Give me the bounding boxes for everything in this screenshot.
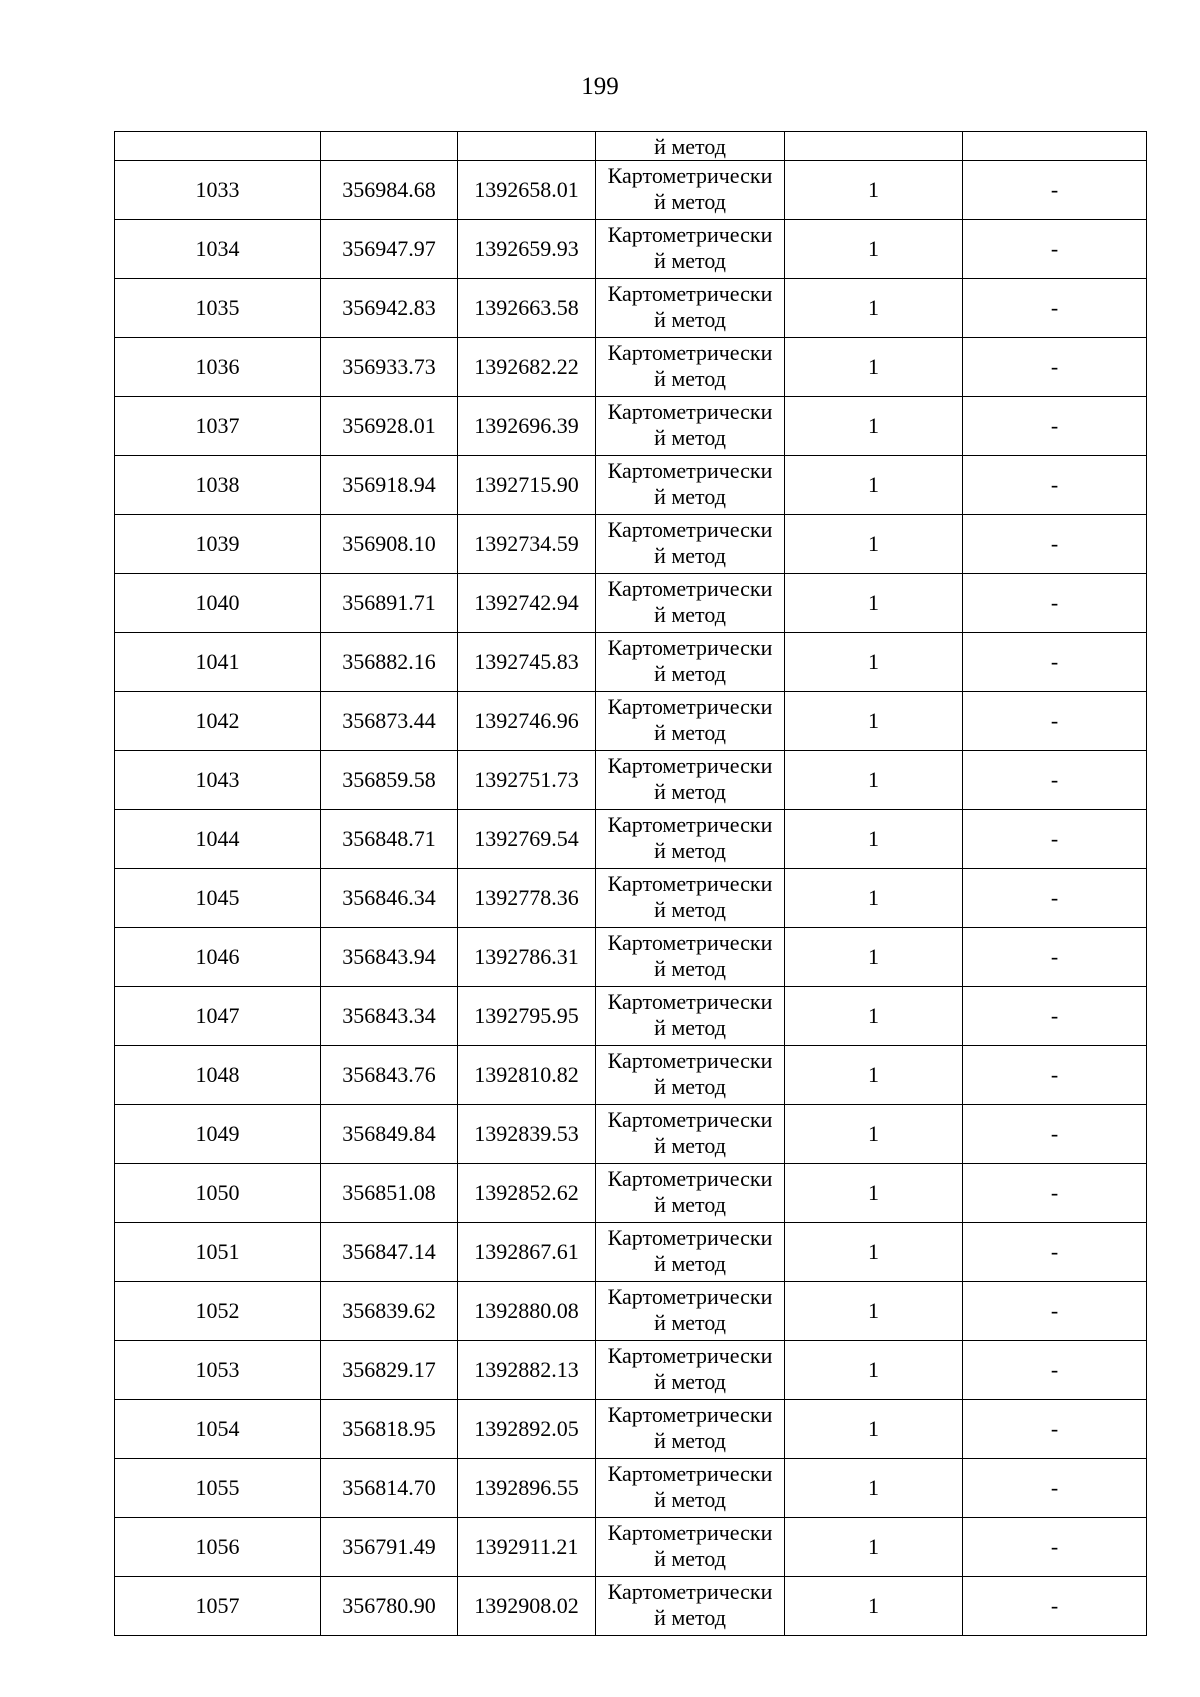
cell-method [596, 928, 785, 987]
cell-note: - [963, 456, 1147, 515]
coordinates-table [114, 131, 1147, 1636]
cell-point: 1035 [115, 279, 321, 338]
cell-note: - [963, 1459, 1147, 1518]
method-line1: Картометрически [607, 694, 773, 719]
cell-accuracy: 1 [785, 1341, 963, 1400]
cell-method [596, 751, 785, 810]
cell-x: 356947.97 [321, 220, 458, 279]
table-row [115, 574, 1147, 633]
method-line1: Картометрически [607, 340, 773, 365]
cell-x [321, 132, 458, 161]
table-row [115, 1459, 1147, 1518]
cell-y: 1392810.82 [458, 1046, 596, 1105]
cell-note: - [963, 515, 1147, 574]
cell-method [596, 279, 785, 338]
cell-accuracy: 1 [785, 1518, 963, 1577]
method-line1: Картометрически [607, 281, 773, 306]
cell-accuracy: 1 [785, 810, 963, 869]
cell-note: - [963, 1223, 1147, 1282]
method-line2: й метод [654, 720, 726, 745]
method-line2: й метод [654, 1546, 726, 1571]
table-row [115, 987, 1147, 1046]
table-row [115, 279, 1147, 338]
cell-point: 1057 [115, 1577, 321, 1636]
cell-point: 1056 [115, 1518, 321, 1577]
cell-note: - [963, 338, 1147, 397]
method-line1: Картометрически [607, 753, 773, 778]
method-line1: Картометрически [607, 1579, 773, 1604]
cell-note: - [963, 1046, 1147, 1105]
cell-point: 1044 [115, 810, 321, 869]
method-line1: Картометрически [607, 635, 773, 660]
cell-y: 1392663.58 [458, 279, 596, 338]
cell-y: 1392778.36 [458, 869, 596, 928]
cell-x: 356843.76 [321, 1046, 458, 1105]
cell-accuracy: 1 [785, 1577, 963, 1636]
method-line1: Картометрически [607, 163, 773, 188]
cell-y: 1392751.73 [458, 751, 596, 810]
cell-method [596, 1282, 785, 1341]
cell-accuracy: 1 [785, 338, 963, 397]
cell-accuracy: 1 [785, 633, 963, 692]
cell-x: 356908.10 [321, 515, 458, 574]
table-row [115, 1046, 1147, 1105]
cell-note: - [963, 928, 1147, 987]
cell-accuracy: 1 [785, 279, 963, 338]
cell-x: 356851.08 [321, 1164, 458, 1223]
cell-x: 356918.94 [321, 456, 458, 515]
cell-y: 1392715.90 [458, 456, 596, 515]
cell-x: 356847.14 [321, 1223, 458, 1282]
cell-point: 1046 [115, 928, 321, 987]
cell-note: - [963, 574, 1147, 633]
cell-note: - [963, 1577, 1147, 1636]
cell-point: 1033 [115, 161, 321, 220]
cell-x: 356843.34 [321, 987, 458, 1046]
method-line2: й метод [654, 134, 726, 159]
cell-x: 356829.17 [321, 1341, 458, 1400]
cell-method [596, 456, 785, 515]
cell-y: 1392658.01 [458, 161, 596, 220]
cell-note: - [963, 1341, 1147, 1400]
table-row [115, 515, 1147, 574]
cell-point: 1048 [115, 1046, 321, 1105]
cell-point: 1041 [115, 633, 321, 692]
table-row [115, 1105, 1147, 1164]
method-line1: Картометрически [607, 1343, 773, 1368]
cell-method [596, 987, 785, 1046]
cell-accuracy: 1 [785, 692, 963, 751]
method-line2: й метод [654, 1487, 726, 1512]
method-line2: й метод [654, 956, 726, 981]
cell-x: 356873.44 [321, 692, 458, 751]
cell-accuracy [785, 132, 963, 161]
method-line1: Картометрически [607, 458, 773, 483]
cell-method [596, 810, 785, 869]
cell-point: 1045 [115, 869, 321, 928]
method-line2: й метод [654, 779, 726, 804]
table-row [115, 810, 1147, 869]
method-line1: Картометрически [607, 222, 773, 247]
cell-accuracy: 1 [785, 1046, 963, 1105]
cell-note: - [963, 810, 1147, 869]
cell-accuracy: 1 [785, 987, 963, 1046]
table-row [115, 869, 1147, 928]
cell-note: - [963, 1105, 1147, 1164]
cell-accuracy: 1 [785, 1164, 963, 1223]
coordinates-table-body [115, 132, 1147, 1636]
method-line1: Картометрически [607, 1520, 773, 1545]
method-line2: й метод [654, 1310, 726, 1335]
cell-accuracy: 1 [785, 928, 963, 987]
cell-accuracy: 1 [785, 397, 963, 456]
cell-accuracy: 1 [785, 574, 963, 633]
cell-note: - [963, 987, 1147, 1046]
cell-x: 356780.90 [321, 1577, 458, 1636]
cell-accuracy: 1 [785, 1400, 963, 1459]
cell-note: - [963, 692, 1147, 751]
cell-y: 1392867.61 [458, 1223, 596, 1282]
method-line2: й метод [654, 366, 726, 391]
method-line2: й метод [654, 661, 726, 686]
cell-note: - [963, 869, 1147, 928]
cell-note: - [963, 633, 1147, 692]
cell-x: 356843.94 [321, 928, 458, 987]
method-line1: Картометрически [607, 1284, 773, 1309]
cell-point: 1049 [115, 1105, 321, 1164]
cell-note: - [963, 751, 1147, 810]
table-row [115, 1164, 1147, 1223]
cell-method [596, 574, 785, 633]
cell-method [596, 515, 785, 574]
cell-accuracy: 1 [785, 1282, 963, 1341]
method-line1: Картометрически [607, 399, 773, 424]
cell-point [115, 132, 321, 161]
cell-y: 1392682.22 [458, 338, 596, 397]
table-row [115, 1577, 1147, 1636]
table-row [115, 928, 1147, 987]
cell-y: 1392659.93 [458, 220, 596, 279]
cell-x: 356818.95 [321, 1400, 458, 1459]
cell-point: 1055 [115, 1459, 321, 1518]
cell-point: 1034 [115, 220, 321, 279]
method-line2: й метод [654, 1428, 726, 1453]
cell-y: 1392742.94 [458, 574, 596, 633]
cell-point: 1050 [115, 1164, 321, 1223]
cell-point: 1037 [115, 397, 321, 456]
method-line1: Картометрически [607, 1048, 773, 1073]
cell-accuracy: 1 [785, 1105, 963, 1164]
cell-y: 1392746.96 [458, 692, 596, 751]
method-line1: Картометрически [607, 576, 773, 601]
cell-note: - [963, 279, 1147, 338]
cell-accuracy: 1 [785, 220, 963, 279]
cell-x: 356933.73 [321, 338, 458, 397]
method-line1: Картометрически [607, 1225, 773, 1250]
table-row [115, 633, 1147, 692]
cell-method [596, 869, 785, 928]
cell-note [963, 132, 1147, 161]
cell-point: 1052 [115, 1282, 321, 1341]
cell-y: 1392852.62 [458, 1164, 596, 1223]
cell-note: - [963, 1400, 1147, 1459]
method-line2: й метод [654, 543, 726, 568]
cell-note: - [963, 1282, 1147, 1341]
cell-method [596, 1459, 785, 1518]
cell-point: 1047 [115, 987, 321, 1046]
cell-x: 356848.71 [321, 810, 458, 869]
cell-x: 356891.71 [321, 574, 458, 633]
table-row [115, 1400, 1147, 1459]
cell-y: 1392839.53 [458, 1105, 596, 1164]
cell-y: 1392880.08 [458, 1282, 596, 1341]
method-line1: Картометрически [607, 989, 773, 1014]
cell-accuracy: 1 [785, 1459, 963, 1518]
cell-accuracy: 1 [785, 869, 963, 928]
cell-y: 1392786.31 [458, 928, 596, 987]
cell-x: 356859.58 [321, 751, 458, 810]
cell-note: - [963, 1164, 1147, 1223]
table-row [115, 456, 1147, 515]
cell-point: 1043 [115, 751, 321, 810]
cell-x: 356928.01 [321, 397, 458, 456]
cell-method [596, 161, 785, 220]
cell-method [596, 1518, 785, 1577]
table-row [115, 397, 1147, 456]
cell-y: 1392892.05 [458, 1400, 596, 1459]
method-line1: Картометрически [607, 812, 773, 837]
cell-point: 1040 [115, 574, 321, 633]
method-line2: й метод [654, 838, 726, 863]
method-line2: й метод [654, 1605, 726, 1630]
method-line2: й метод [654, 248, 726, 273]
cell-y [458, 132, 596, 161]
cell-method [596, 338, 785, 397]
method-line1: Картометрически [607, 1461, 773, 1486]
cell-x: 356942.83 [321, 279, 458, 338]
cell-method [596, 1341, 785, 1400]
cell-note: - [963, 220, 1147, 279]
method-line2: й метод [654, 484, 726, 509]
cell-x: 356839.62 [321, 1282, 458, 1341]
cell-x: 356984.68 [321, 161, 458, 220]
cell-method [596, 220, 785, 279]
cell-y: 1392734.59 [458, 515, 596, 574]
cell-y: 1392745.83 [458, 633, 596, 692]
cell-method [596, 1223, 785, 1282]
method-line2: й метод [654, 1074, 726, 1099]
method-line2: й метод [654, 425, 726, 450]
table-row [115, 161, 1147, 220]
cell-y: 1392911.21 [458, 1518, 596, 1577]
cell-y: 1392696.39 [458, 397, 596, 456]
cell-method [596, 1046, 785, 1105]
table-row [115, 1518, 1147, 1577]
cell-accuracy: 1 [785, 456, 963, 515]
table-row [115, 1341, 1147, 1400]
table-row [115, 1282, 1147, 1341]
method-line2: й метод [654, 1133, 726, 1158]
cell-method [596, 132, 785, 161]
method-line2: й метод [654, 1251, 726, 1276]
cell-x: 356846.34 [321, 869, 458, 928]
page-number: 199 [581, 73, 619, 100]
method-line2: й метод [654, 1015, 726, 1040]
table-row [115, 1223, 1147, 1282]
cell-accuracy: 1 [785, 1223, 963, 1282]
cell-y: 1392795.95 [458, 987, 596, 1046]
method-line1: Картометрически [607, 871, 773, 896]
cell-method [596, 1577, 785, 1636]
cell-y: 1392882.13 [458, 1341, 596, 1400]
cell-method [596, 1105, 785, 1164]
cell-x: 356849.84 [321, 1105, 458, 1164]
method-line2: й метод [654, 189, 726, 214]
method-line2: й метод [654, 1369, 726, 1394]
cell-accuracy: 1 [785, 515, 963, 574]
method-line2: й метод [654, 897, 726, 922]
method-line1: Картометрически [607, 517, 773, 542]
cell-x: 356791.49 [321, 1518, 458, 1577]
method-line1: Картометрически [607, 1166, 773, 1191]
table-row [115, 692, 1147, 751]
cell-y: 1392769.54 [458, 810, 596, 869]
method-line1: Картометрически [607, 1107, 773, 1132]
cell-method [596, 692, 785, 751]
table-row [115, 220, 1147, 279]
method-line1: Картометрически [607, 930, 773, 955]
cell-note: - [963, 1518, 1147, 1577]
cell-point: 1051 [115, 1223, 321, 1282]
cell-note: - [963, 161, 1147, 220]
cell-method [596, 633, 785, 692]
cell-y: 1392908.02 [458, 1577, 596, 1636]
cell-point: 1036 [115, 338, 321, 397]
table-row [115, 338, 1147, 397]
cell-method [596, 397, 785, 456]
method-line2: й метод [654, 602, 726, 627]
cell-y: 1392896.55 [458, 1459, 596, 1518]
cell-accuracy: 1 [785, 751, 963, 810]
cell-method [596, 1400, 785, 1459]
method-line1: Картометрически [607, 1402, 773, 1427]
cell-point: 1054 [115, 1400, 321, 1459]
cell-point: 1042 [115, 692, 321, 751]
cell-note: - [963, 397, 1147, 456]
cell-method [596, 1164, 785, 1223]
cell-point: 1053 [115, 1341, 321, 1400]
method-line2: й метод [654, 1192, 726, 1217]
cell-accuracy: 1 [785, 161, 963, 220]
cell-point: 1039 [115, 515, 321, 574]
cell-x: 356814.70 [321, 1459, 458, 1518]
cell-point: 1038 [115, 456, 321, 515]
continuation-row [115, 132, 1147, 161]
cell-x: 356882.16 [321, 633, 458, 692]
method-line2: й метод [654, 307, 726, 332]
table-row [115, 751, 1147, 810]
